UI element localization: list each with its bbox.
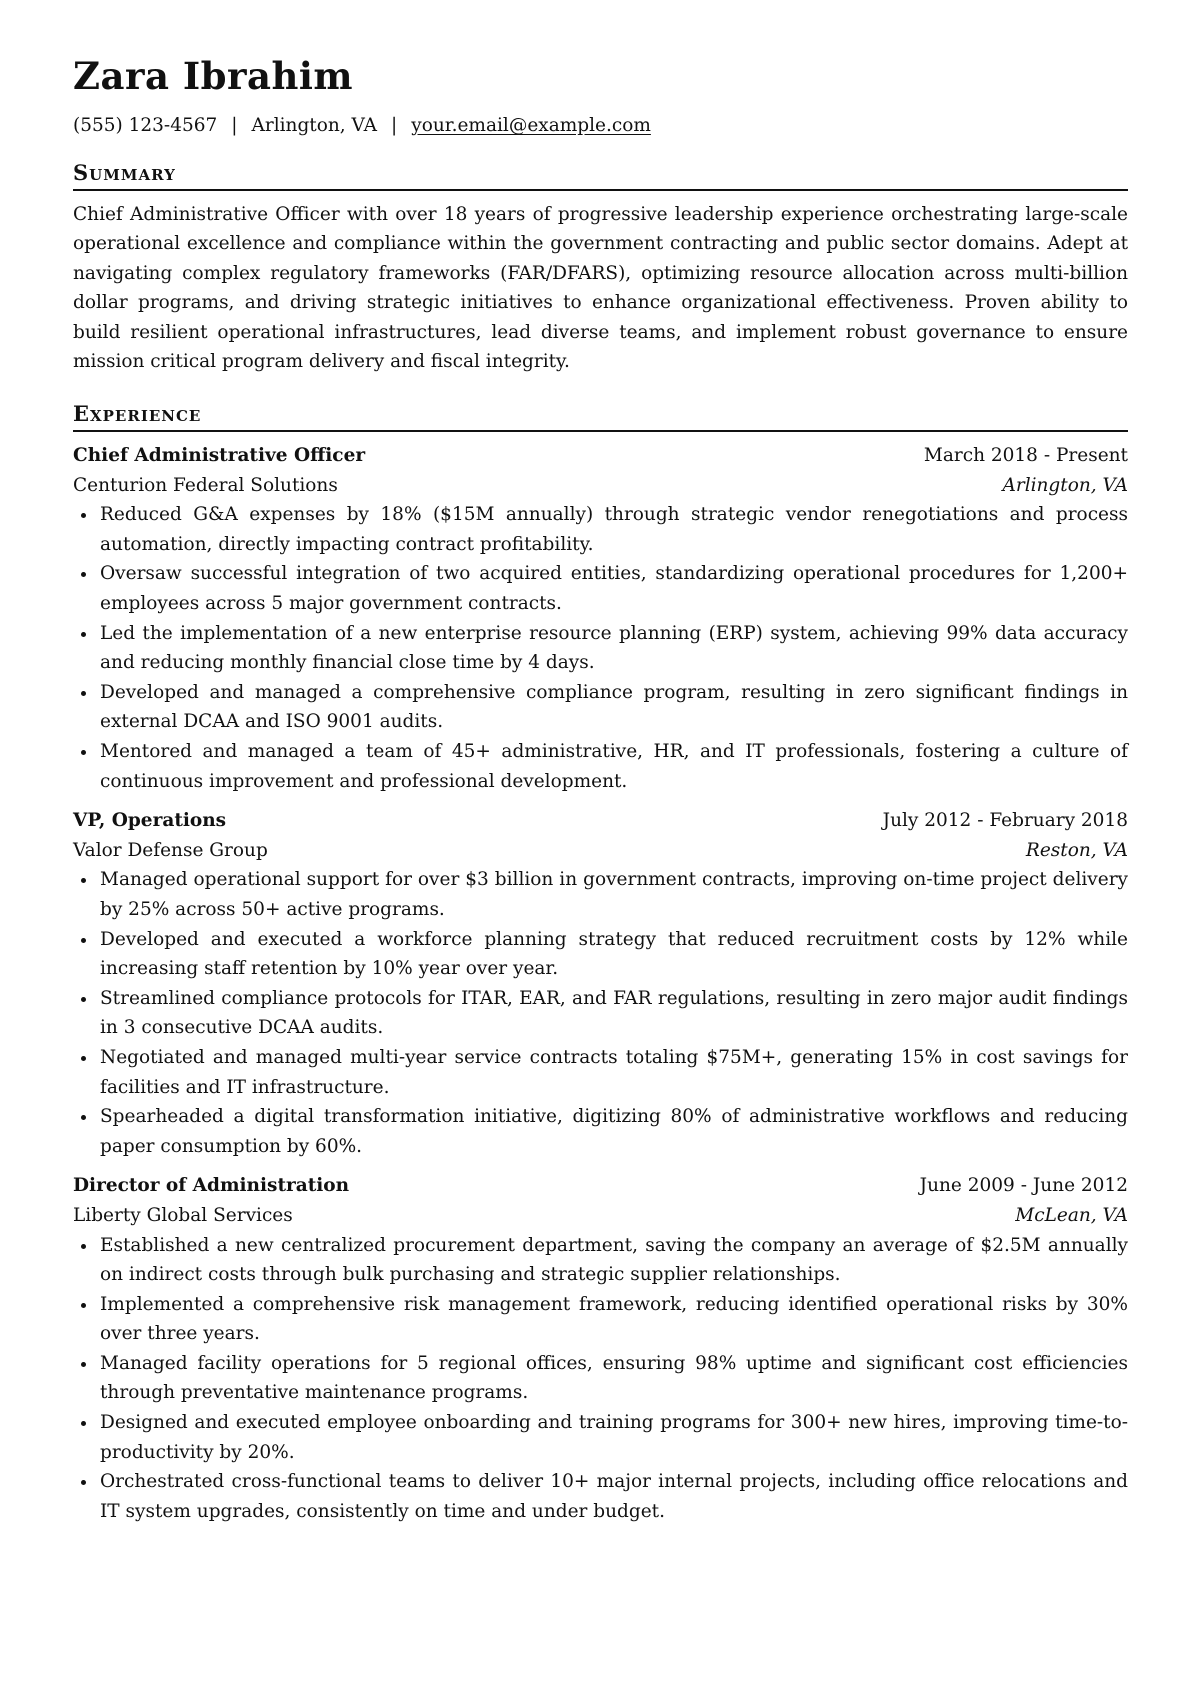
job-bullets xyxy=(73,865,1128,1161)
bullet-item: Negotiated and managed multi-year service contracts totaling $75M+, generating 15% in cost savings for facilities and IT infrastructure. xyxy=(73,1043,1128,1102)
contact-line xyxy=(73,117,1128,136)
section-heading-experience: Experience xyxy=(73,403,1128,432)
job-location: McLean, VA xyxy=(1015,1204,1128,1226)
bullet-item: Mentored and managed a team of 45+ administrative, HR, and IT professionals, fostering a culture of continuous improvement and professional development. xyxy=(73,737,1128,796)
job-bullets xyxy=(73,1231,1128,1527)
section-heading-summary: Summary xyxy=(73,162,1128,191)
bullet-item: Oversaw successful integration of two acquired entities, standardizing operational procedures for 1,200+ employees across 5 major government contracts. xyxy=(73,559,1128,618)
job-location: Reston, VA xyxy=(1025,839,1128,861)
job-title: VP, Operations xyxy=(73,810,227,832)
bullet-item: Led the implementation of a new enterprise resource planning (ERP) system, achieving 99% data accuracy and reducing monthly financial close time by 4 days. xyxy=(73,619,1128,678)
bullet-item: Developed and executed a workforce planning strategy that reduced recruitment costs by 12% while increasing staff retention by 10% year over year. xyxy=(73,925,1128,984)
contact-location: Arlington, VA xyxy=(251,115,378,136)
resume-page xyxy=(73,54,1128,1526)
bullet-item: Developed and managed a comprehensive compliance program, resulting in zero significant findings in external DCAA and ISO 9001 audits. xyxy=(73,678,1128,737)
job-title: Chief Administrative Officer xyxy=(73,445,366,467)
bullet-item: Managed facility operations for 5 regional offices, ensuring 98% uptime and significant cost efficiencies through preventative maintenance programs. xyxy=(73,1349,1128,1408)
bullet-item: Implemented a comprehensive risk management framework, reducing identified operational risks by 30% over three years. xyxy=(73,1290,1128,1349)
resume-header xyxy=(73,54,1128,136)
bullet-item: Managed operational support for over $3 billion in government contracts, improving on-time project delivery by 25% across 50+ active programs. xyxy=(73,865,1128,924)
job-company-row xyxy=(73,1201,1128,1231)
job-entry xyxy=(73,806,1128,1161)
bullet-item: Established a new centralized procurement department, saving the company an average of $2.5M annually on indirect costs through bulk purchasing and strategic supplier relationships. xyxy=(73,1231,1128,1290)
job-location: Arlington, VA xyxy=(1002,474,1128,496)
bullet-item: Reduced G&A expenses by 18% ($15M annually) through strategic vendor renegotiations and process automation, directly impacting contract profitability. xyxy=(73,500,1128,559)
bullet-item: Streamlined compliance protocols for ITAR, EAR, and FAR regulations, resulting in zero major audit findings in 3 consecutive DCAA audits. xyxy=(73,984,1128,1043)
job-title-row xyxy=(73,806,1128,836)
job-company: Centurion Federal Solutions xyxy=(73,474,338,496)
job-bullets xyxy=(73,500,1128,796)
contact-separator: | xyxy=(391,115,398,136)
bullet-item: Spearheaded a digital transformation initiative, digitizing 80% of administrative workflows and reducing paper consumption by 60%. xyxy=(73,1102,1128,1161)
summary-text: Chief Administrative Officer with over 18 years of progressive leadership experience orchestrating large-scale operational excellence and compliance within the government contracting and public sector domains. Adept at navigating complex regulatory frameworks (FAR/DFARS), optimizing resource allocation across multi-billion dollar programs, and driving strategic initiatives to enhance organizational effectiveness. Proven ability to build resilient operational infrastructures, lead diverse teams, and implement robust governance to ensure mission critical program delivery and fiscal integrity. xyxy=(73,203,1128,373)
job-dates: June 2009 - June 2012 xyxy=(919,1175,1128,1197)
job-title-row xyxy=(73,1171,1128,1201)
bullet-item: Designed and executed employee onboarding and training programs for 300+ new hires, improving time-to-productivity by 20%. xyxy=(73,1408,1128,1467)
job-company-row xyxy=(73,836,1128,866)
job-title-row xyxy=(73,441,1128,471)
job-company: Valor Defense Group xyxy=(73,839,268,861)
bullet-item: Orchestrated cross-functional teams to deliver 10+ major internal projects, including office relocations and IT system upgrades, consistently on time and under budget. xyxy=(73,1467,1128,1526)
email-link[interactable]: your.email@example.com xyxy=(411,115,651,136)
contact-separator: | xyxy=(231,115,238,136)
job-company: Liberty Global Services xyxy=(73,1204,293,1226)
experience-section xyxy=(73,403,1128,1526)
job-title: Director of Administration xyxy=(73,1175,350,1197)
candidate-name: Zara Ibrahim xyxy=(73,54,354,98)
job-entry xyxy=(73,441,1128,796)
summary-section xyxy=(73,159,1128,378)
phone-number: (555) 123-4567 xyxy=(73,115,218,136)
job-entry xyxy=(73,1171,1128,1526)
job-company-row xyxy=(73,471,1128,501)
job-dates: July 2012 - February 2018 xyxy=(882,810,1128,832)
job-dates: March 2018 - Present xyxy=(923,445,1128,467)
